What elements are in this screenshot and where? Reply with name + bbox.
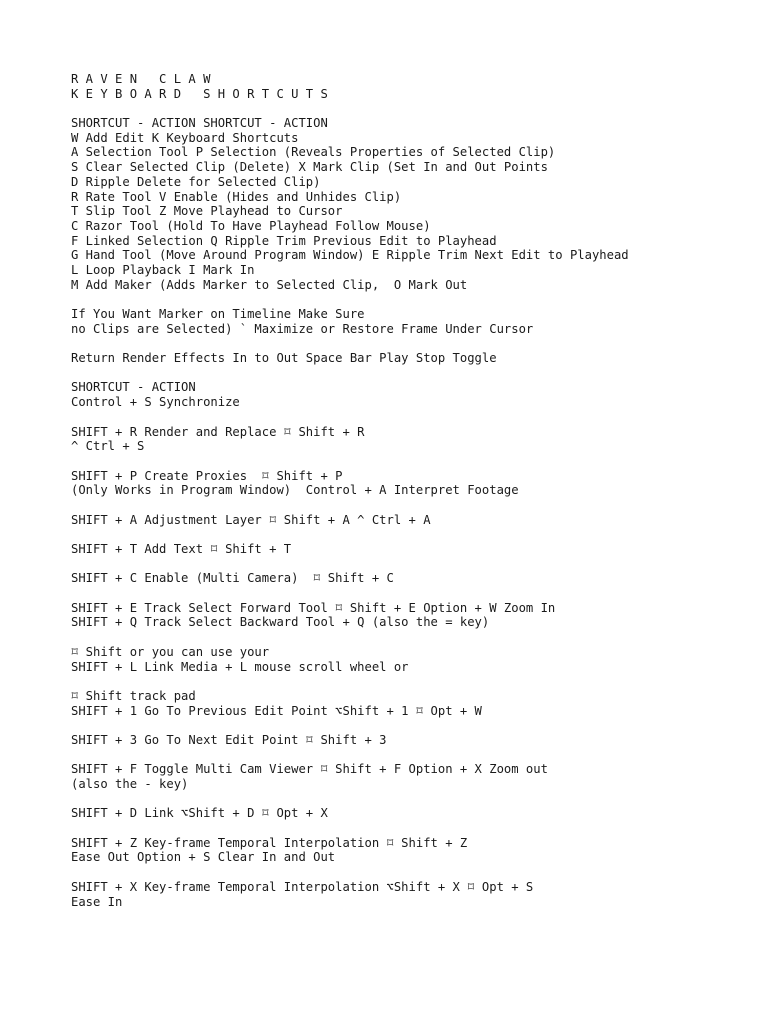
spacer: [71, 674, 761, 689]
spacer: [71, 292, 761, 307]
shortcut-row: M Add Maker (Adds Marker to Selected Clip, O Mark Out: [71, 277, 468, 292]
shortcut-row: SHIFT + Z Key-frame Temporal Interpolation ⌑ Shift + Z: [71, 835, 468, 850]
shortcut-row: ⌑ Shift or you can use your: [71, 644, 270, 659]
shortcut-row: ⌑ Shift track pad: [71, 688, 196, 703]
shortcut-row: L Loop Playback I Mark In: [71, 262, 255, 277]
shortcut-row: SHIFT + L Link Media + L mouse scroll wheel or: [71, 659, 409, 674]
section-header: SHORTCUT - ACTION SHORTCUT - ACTION: [71, 116, 328, 131]
spacer: [71, 557, 761, 572]
document-title: R A V E N C L A W: [71, 72, 211, 86]
spacer: [71, 865, 761, 880]
shortcut-row: SHIFT + T Add Text ⌑ Shift + T: [71, 542, 292, 556]
shortcut-row: Control + S Synchronize: [71, 395, 240, 410]
spacer: [71, 498, 761, 513]
shortcut-row: ^ Ctrl + S: [71, 439, 145, 454]
spacer: [71, 101, 761, 116]
shortcut-row: R Rate Tool V Enable (Hides and Unhides Clip): [71, 189, 402, 204]
shortcut-row: Ease Out Option + S Clear In and Out: [71, 850, 336, 865]
spacer: [71, 336, 761, 351]
shortcut-row: SHIFT + 3 Go To Next Edit Point ⌑ Shift + 3: [71, 732, 387, 747]
spacer: [71, 410, 761, 425]
shortcut-row: D Ripple Delete for Selected Clip): [71, 174, 321, 189]
shortcut-row: S Clear Selected Clip (Delete) X Mark Clip (Set In and Out Points: [71, 160, 548, 175]
spacer: [71, 821, 761, 836]
spacer: [71, 586, 761, 601]
shortcut-row: SHIFT + D Link ⌥Shift + D ⌑ Opt + X: [71, 806, 328, 821]
shortcut-row: SHIFT + E Track Select Forward Tool ⌑ Shift + E Option + W Zoom In: [71, 600, 556, 615]
shortcut-row: SHIFT + F Toggle Multi Cam Viewer ⌑ Shift + F Option + X Zoom out: [71, 762, 548, 777]
spacer: [71, 748, 761, 763]
shortcut-row: SHIFT + A Adjustment Layer ⌑ Shift + A ^ Ctrl + A: [71, 512, 431, 527]
section-header: SHORTCUT - ACTION: [71, 380, 196, 395]
spacer: [71, 718, 761, 733]
shortcut-row: (Only Works in Program Window) Control + A Interpret Footage: [71, 483, 519, 498]
shortcut-row: SHIFT + X Key-frame Temporal Interpolation ⌥Shift + X ⌑ Opt + S: [71, 879, 534, 894]
shortcut-row: C Razor Tool (Hold To Have Playhead Follow Mouse): [71, 218, 431, 233]
spacer: [71, 527, 761, 542]
shortcut-row: G Hand Tool (Move Around Program Window) E Ripple Trim Next Edit to Playhead: [71, 248, 629, 263]
document-subtitle: K E Y B O A R D S H O R T C U T S: [71, 86, 328, 101]
shortcut-row: SHIFT + R Render and Replace ⌑ Shift + R: [71, 424, 365, 439]
shortcut-row: SHIFT + Q Track Select Backward Tool + Q (also the = key): [71, 615, 490, 630]
shortcut-row: Ease In: [71, 894, 123, 909]
shortcut-row: T Slip Tool Z Move Playhead to Cursor: [71, 204, 343, 219]
spacer: [71, 792, 761, 807]
shortcut-row: W Add Edit K Keyboard Shortcuts: [71, 130, 299, 145]
spacer: [71, 630, 761, 645]
shortcut-row: SHIFT + P Create Proxies ⌑ Shift + P: [71, 468, 343, 483]
shortcut-row: SHIFT + C Enable (Multi Camera) ⌑ Shift + C: [71, 571, 394, 586]
shortcut-row: A Selection Tool P Selection (Reveals Properties of Selected Clip): [71, 145, 556, 160]
note-line: If You Want Marker on Timeline Make Sure: [71, 307, 365, 321]
shortcut-row: SHIFT + 1 Go To Previous Edit Point ⌥Shift + 1 ⌑ Opt + W: [71, 703, 482, 718]
shortcut-text: [71, 72, 761, 909]
spacer: [71, 454, 761, 469]
shortcut-row: (also the - key): [71, 777, 189, 791]
spacer: [71, 366, 761, 381]
note-line: Return Render Effects In to Out Space Bar Play Stop Toggle: [71, 351, 497, 366]
note-line: no Clips are Selected) ` Maximize or Restore Frame Under Cursor: [71, 321, 534, 336]
shortcut-row: F Linked Selection Q Ripple Trim Previous Edit to Playhead: [71, 233, 497, 248]
